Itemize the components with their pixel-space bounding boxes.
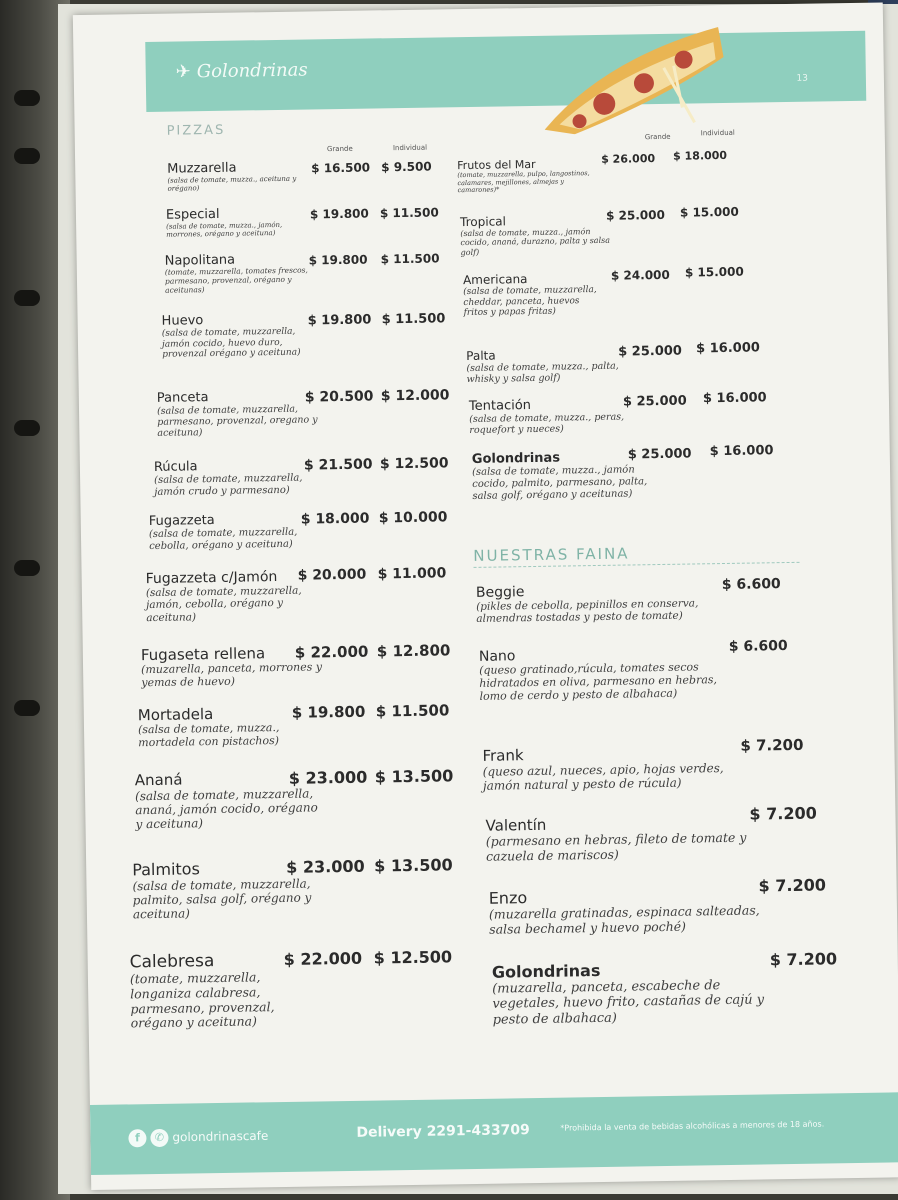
- item-description: (muzarella gratinadas, espinaca salteadas, salsa bechamel y huevo poché): [488, 902, 760, 937]
- item-name: Tentación: [468, 398, 532, 414]
- item-name: Fugazzeta: [148, 512, 215, 530]
- item-description: (salsa de tomate, muzzarella, cebolla, orégano y aceituna): [148, 526, 298, 552]
- price-individual: $ 16.000: [702, 390, 767, 407]
- price-individual: $ 10.000: [378, 509, 448, 527]
- price: $ 6.600: [728, 638, 788, 655]
- menu-item: [485, 812, 766, 864]
- item-description: (muzarella, panceta, escabeche de vegetales, huevo frito, castañas de cajú y pesto de albahaca): [492, 978, 765, 1028]
- item-name: Tropical: [460, 214, 507, 230]
- binder-ring: [14, 420, 40, 436]
- item-name: Panceta: [156, 390, 209, 406]
- binder-ring: [14, 148, 40, 164]
- price-grande: $ 19.800: [307, 312, 372, 329]
- price-individual: $ 12.500: [373, 947, 453, 968]
- menu-item: [146, 568, 317, 624]
- price-individual: $ 13.500: [374, 855, 453, 876]
- menu-item: [466, 347, 627, 386]
- item-description: (salsa de tomate, muzzarella, parmesano, provenzal, oregano y aceituna): [156, 403, 318, 440]
- binder-ring: [14, 90, 40, 106]
- column-header-grande: Grande: [326, 144, 353, 154]
- price: $ 7.200: [749, 803, 817, 824]
- binder-ring: [14, 560, 40, 576]
- brand-logo: ✈ Golondrinas: [175, 59, 308, 83]
- price-individual: $ 11.500: [379, 205, 439, 221]
- price-individual: $ 18.000: [673, 148, 728, 163]
- item-name: Especial: [165, 206, 220, 223]
- price-individual: $ 12.000: [380, 387, 450, 405]
- price: $ 6.600: [721, 576, 781, 594]
- item-description: (salsa de tomate, muzzarella, palmito, salsa golf, orégano y aceituna): [132, 876, 312, 922]
- menu-item: [482, 743, 743, 793]
- menu-item: [489, 884, 780, 937]
- item-description: (salsa de tomate, muzza., peras, roquefort y nueces): [469, 411, 625, 437]
- menu-item: [157, 388, 323, 439]
- delivery-phone: Delivery 2291-433709: [356, 1122, 530, 1141]
- menu-item: [457, 157, 598, 195]
- menu-item: [165, 251, 321, 295]
- price-grande: $ 23.000: [286, 856, 365, 877]
- price-grande: $ 18.000: [300, 510, 370, 528]
- price-individual: $ 15.000: [679, 204, 739, 220]
- binder-ring: [14, 290, 40, 306]
- price-grande: $ 22.000: [283, 948, 363, 969]
- item-name: Muzzarella: [167, 160, 237, 177]
- price-grande: $ 23.000: [288, 767, 368, 788]
- menu-item: [166, 205, 316, 239]
- pizza-photo: [543, 27, 725, 135]
- item-description: (salsa de tomate, muzza., mortadela con pistachos): [137, 721, 280, 750]
- item-description: (tomate, muzzarella, longaniza calabresa, parmesano, provenzal, orégano y aceituna): [129, 969, 275, 1031]
- item-description: (parmesano en hebras, fileto de tomate y cazuela de mariscos): [485, 829, 747, 864]
- price-individual: $ 11.500: [380, 251, 440, 267]
- price: $ 7.200: [769, 949, 838, 970]
- menu-item: [492, 958, 783, 1028]
- item-name: Mortadela: [137, 705, 214, 725]
- price-grande: $ 22.000: [294, 642, 369, 662]
- item-name: Nano: [478, 648, 516, 665]
- menu-item: [162, 311, 318, 360]
- price-grande: $ 20.500: [304, 388, 374, 406]
- item-description: (salsa de tomate, muzzarella, jamón cocido, huevo duro, provenzal orégano y aceituna): [161, 326, 301, 361]
- price: $ 7.200: [758, 875, 827, 896]
- item-description: (salsa de tomate, muzzarella, jamón crudo y parmesano): [154, 472, 303, 498]
- price-grande: $ 19.800: [309, 206, 369, 222]
- price-individual: $ 9.500: [381, 159, 432, 175]
- item-name: Frutos del Mar: [457, 157, 536, 173]
- menu-item: [460, 213, 611, 258]
- column-header-individual: Individual: [392, 143, 428, 153]
- page-number: 13: [796, 73, 808, 84]
- price-grande: $ 21.500: [303, 456, 373, 474]
- price-individual: $ 11.000: [377, 565, 447, 583]
- item-name: Frank: [482, 746, 524, 765]
- price-individual: $ 16.000: [696, 340, 760, 357]
- price-grande: $ 25.000: [622, 393, 687, 410]
- item-description: (salsa de tomate, muzza., aceituna y orégano): [167, 174, 297, 193]
- price-grande: $ 25.000: [627, 446, 692, 463]
- item-name: Rúcula: [153, 459, 198, 475]
- price-grande: $ 25.000: [605, 207, 665, 223]
- item-description: (queso azul, nueces, apio, hojas verdes, jamón natural y pesto de rúcula): [482, 761, 724, 793]
- price: $ 7.200: [740, 735, 804, 755]
- price-individual: $ 13.500: [374, 766, 454, 787]
- item-name: Golondrinas: [491, 960, 601, 982]
- price-individual: $ 15.000: [684, 264, 744, 280]
- price-grande: $ 19.800: [291, 702, 366, 722]
- item-description: (salsa de tomate, muzza., palta, whisky y salsa golf): [466, 360, 619, 386]
- item-description: (salsa de tomate, muzzarella, ananá, jamón cocido, orégano y aceituna): [134, 786, 318, 832]
- item-description: (muzarella, panceta, morrones y yemas de huevo): [140, 660, 323, 690]
- item-description: (tomate, muzzarella, tomates frescos, parmesano, provenzal, orégano y aceitunas): [164, 265, 308, 295]
- menu-item: [463, 271, 604, 319]
- item-description: (queso gratinado,rúcula, tomates secos hidratados en oliva, parmesano en hebras, lomo de cerdo y pesto de albahaca): [479, 660, 718, 703]
- item-name: Ananá: [134, 770, 183, 790]
- price-grande: $ 25.000: [618, 343, 683, 360]
- price-grande: $ 24.000: [610, 267, 670, 283]
- header-band: [145, 31, 866, 112]
- binder-ring: [14, 700, 40, 716]
- menu-item: [472, 449, 648, 502]
- item-name: Fugazzeta c/Jamón: [145, 569, 278, 588]
- item-name: Valentín: [485, 815, 547, 835]
- price-individual: $ 16.000: [709, 443, 774, 460]
- item-name: Golondrinas: [471, 450, 561, 467]
- item-name: Palta: [466, 348, 496, 364]
- item-name: Napolitana: [164, 252, 236, 269]
- price-individual: $ 12.500: [379, 455, 449, 473]
- menu-item: [476, 581, 737, 626]
- item-description: (salsa de tomate, muzzarella, jamón, cebolla, orégano y aceituna): [145, 584, 302, 624]
- column-header-individual: Individual: [700, 128, 735, 138]
- facebook-icon: f: [128, 1129, 146, 1147]
- item-description: (pikles de cebolla, pepinillos en conserva, almendras tostadas y pesto de tomate): [476, 597, 699, 626]
- social-links: [128, 1127, 268, 1147]
- menu-item: [479, 645, 725, 704]
- item-name: Americana: [462, 272, 528, 288]
- price-individual: $ 11.500: [381, 311, 446, 328]
- item-name: Huevo: [161, 313, 204, 329]
- item-description: (salsa de tomate, muzza., jamón cocido, palmito, parmesano, palta, salsa golf, orégano y aceitunas): [471, 464, 648, 502]
- item-name: Beggie: [475, 584, 525, 601]
- item-description: (salsa de tomate, muzzarella, cheddar, panceta, huevos fritos y papas fritas): [463, 284, 597, 319]
- price-grande: $ 16.500: [311, 160, 371, 176]
- menu-item: [167, 159, 317, 193]
- legal-notice: *Prohibida la venta de bebidas alcohólicas a menores de 18 años.: [560, 1119, 825, 1133]
- menu-item: [469, 396, 635, 436]
- item-description: (salsa de tomate, muzza., jamón cocido, ananá, durazno, palta y salsa golf): [460, 227, 611, 257]
- swallow-icon: ✈: [175, 61, 191, 83]
- item-name: Calebresa: [129, 951, 215, 973]
- column-header-grande: Grande: [644, 132, 671, 142]
- faina-title: NUESTRAS FAINA: [473, 544, 630, 565]
- item-name: Fugaseta rellena: [140, 644, 266, 665]
- social-handle: golondrinascafe: [172, 1128, 269, 1145]
- menu-page: [73, 2, 898, 1190]
- price-individual: $ 11.500: [375, 701, 450, 721]
- item-description: (salsa de tomate, muzza., jamón, morrones, orégano y aceituna): [166, 220, 283, 239]
- price-grande: $ 20.000: [297, 566, 367, 584]
- whatsapp-icon: ✆: [150, 1129, 168, 1147]
- price-grande: $ 26.000: [601, 152, 656, 166]
- price-individual: $ 12.800: [376, 641, 451, 661]
- item-name: Palmitos: [132, 859, 200, 880]
- item-name: Enzo: [488, 888, 528, 908]
- item-description: (tomate, muzzarella, pulpo, langostinos, calamares, mejillones, almejas y camarones)*: [457, 169, 590, 195]
- footer-band: [90, 1092, 898, 1175]
- pizzas-title: PIZZAS: [166, 122, 226, 139]
- price-grande: $ 19.800: [308, 252, 368, 268]
